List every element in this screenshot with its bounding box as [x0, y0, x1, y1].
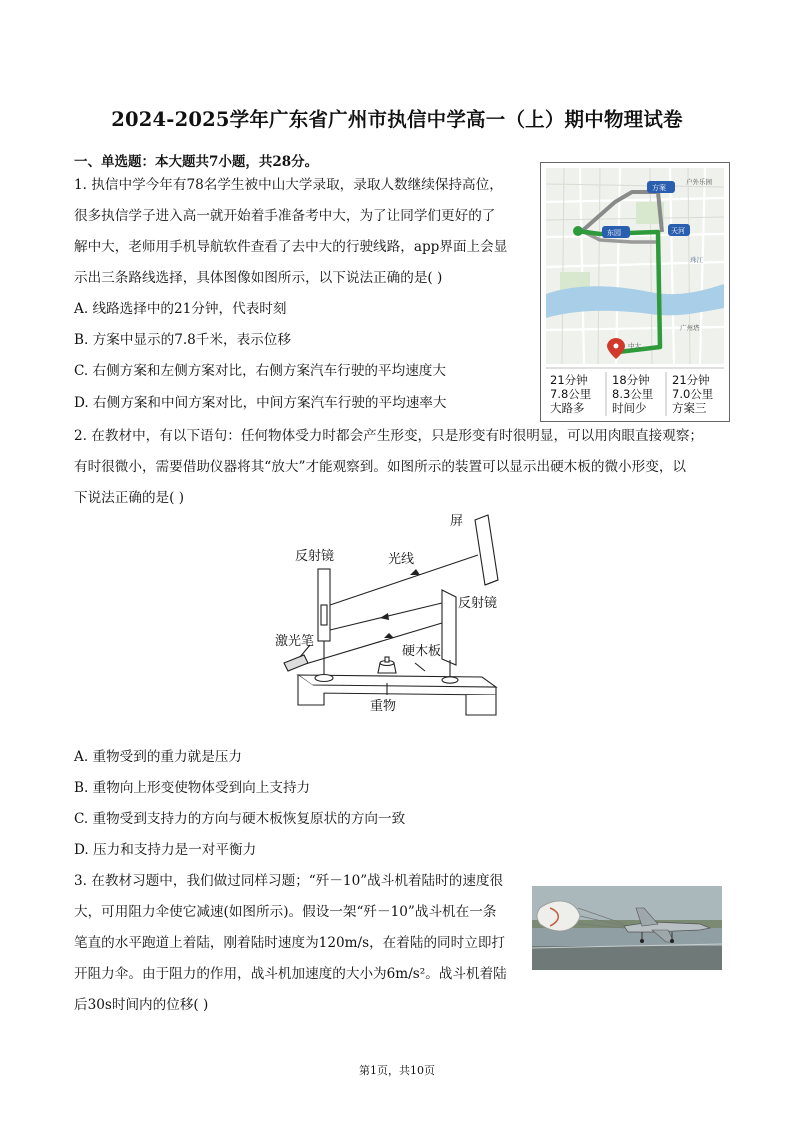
map-label-river: 珠江 — [690, 256, 703, 264]
screen — [475, 515, 498, 585]
q1-line-4: 示出三条路线选择，具体图像如图所示，以下说法正确的是( ) — [74, 270, 443, 286]
q2-option-d: D. 压力和支持力是一对平衡力 — [74, 842, 257, 858]
q3-line-5: 后30s时间内的位移( ) — [74, 997, 209, 1013]
label-light: 光线 — [388, 552, 415, 567]
q3-line-1: 3. 在教材习题中，我们做过同样习题；“歼－10”战斗机着陆时的速度很 — [74, 873, 504, 889]
q1-option-d: D. 右侧方案和中间方案对比，中间方案汽车行驶的平均速率大 — [74, 395, 447, 411]
label-laser: 激光笔 — [275, 634, 315, 649]
q3-line-3: 笔直的水平跑道上着陆，刚着陆时速度为120m/s，在着陆的同时立即打 — [74, 935, 506, 951]
q2-option-b: B. 重物向上形变使物体受到向上支持力 — [74, 780, 311, 796]
label-board: 硬木板 — [402, 644, 442, 659]
route-1-time: 21分钟 — [550, 373, 588, 387]
route-2-distance: 8.3公里 — [612, 387, 654, 401]
route-2-tag: 时间少 — [612, 401, 647, 415]
route-1-distance: 7.8公里 — [550, 387, 592, 401]
q1-line-2: 很多执信学子进入高一就开始着手准备考中大，为了让同学们更好的了 — [74, 208, 496, 224]
q1-option-c: C. 右侧方案和左侧方案对比，右侧方案汽车行驶的平均速度大 — [74, 363, 446, 379]
q1-option-b: B. 方案中显示的7.8千米，表示位移 — [74, 332, 291, 348]
q1-option-a: A. 线路选择中的21分钟，代表时刻 — [74, 301, 287, 317]
q3-line-2: 大，可用阻力伞使它减速(如图所示)。假设一架“歼－10”战斗机在一条 — [74, 904, 497, 920]
q1-line-3: 解中大，老师用手机导航软件查看了去中大的行驶线路，app界面上会显 — [74, 239, 508, 255]
route-map-figure — [540, 162, 730, 422]
q2-option-a: A. 重物受到的重力就是压力 — [74, 749, 242, 765]
route-1-tag: 大路多 — [550, 401, 585, 415]
q1-line-1: 1. 执信中学今年有78名学生被中山大学录取，录取人数继续保持高位， — [74, 177, 503, 193]
map-label-park: 户外乐园 — [686, 178, 712, 186]
route-3-time: 21分钟 — [672, 373, 710, 387]
laser-pen — [284, 655, 308, 671]
map-label-tianhe: 天河 — [671, 227, 685, 235]
deformation-apparatus-figure — [270, 505, 510, 720]
label-mirror-right: 反射镜 — [458, 596, 498, 611]
map-label-tower: 广州塔 — [680, 324, 700, 332]
section-heading: 一、单选题：本大题共7小题，共28分。 — [74, 154, 319, 170]
right-mirror — [442, 590, 456, 665]
route-3-distance: 7.0公里 — [672, 387, 714, 401]
map-label-dongyuan: 东园 — [607, 229, 621, 237]
ray-arrow-2 — [380, 613, 389, 620]
fighter-jet-photo — [532, 886, 722, 970]
ray-arrow-3 — [384, 633, 394, 638]
start-marker — [573, 226, 583, 236]
page-footer: 第1页，共10页 — [359, 1064, 435, 1077]
page-title: 2024-2025学年广东省广州市执信中学高一（上）期中物理试卷 — [111, 108, 683, 131]
q3-line-4: 开阻力伞。由于阻力的作用，战斗机加速度的大小为6m/s²。战斗机着陆 — [74, 966, 507, 982]
label-mirror-left: 反射镜 — [295, 549, 335, 564]
q2-line-2: 有时很微小，需要借助仪器将其“放大”才能观察到。如图所示的装置可以显示出硬木板的微小形变，以 — [74, 459, 687, 475]
label-weight: 重物 — [370, 699, 397, 714]
q2-option-c: C. 重物受到支持力的方向与硬木板恢复原状的方向一致 — [74, 811, 406, 827]
ray-arrow-1 — [410, 569, 420, 575]
map-label-plan: 方案 — [652, 184, 666, 192]
route-2-time: 18分钟 — [612, 373, 650, 387]
label-screen: 屏 — [450, 514, 464, 529]
q2-line-3: 下说法正确的是( ) — [74, 490, 185, 506]
right-support — [466, 695, 496, 715]
route-map-svg — [540, 162, 730, 422]
q2-line-1: 2. 在教材中，有以下语句：任何物体受力时都会产生形变，只是形变有时很明显，可以用肉眼直接观察； — [74, 428, 704, 444]
route-3-tag: 方案三 — [672, 401, 707, 415]
map-label-zhongda: 中大 — [628, 342, 641, 350]
jet-photo-svg — [532, 886, 722, 970]
apparatus-svg — [270, 505, 510, 720]
